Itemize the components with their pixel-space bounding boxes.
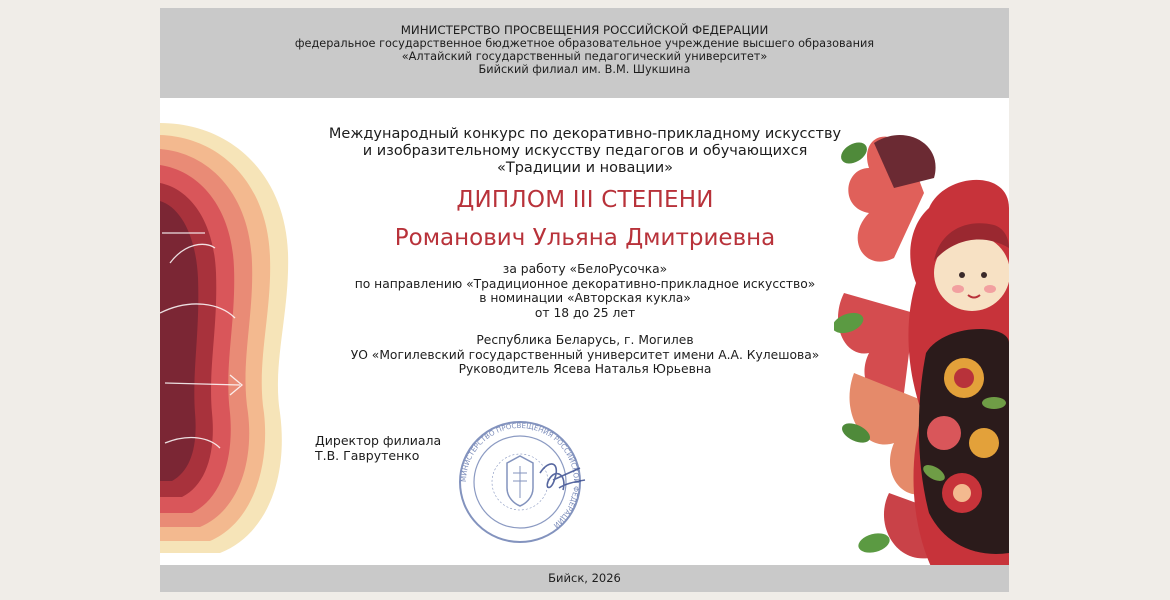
age-group: от 18 до 25 лет — [534, 305, 636, 320]
work-details — [290, 262, 880, 320]
director-name: Т.В. Гаврутенко — [315, 448, 420, 463]
contest-name: «Традиции и новации» — [497, 160, 673, 176]
supervisor: Руководитель Ясева Наталья Юрьевна — [458, 362, 712, 376]
organization-details — [290, 333, 880, 377]
diploma-title: ДИПЛОМ III СТЕПЕНИ — [456, 187, 714, 213]
branch-name: Бийский филиал им. В.М. Шукшина — [478, 63, 691, 76]
university: УО «Могилевский государственный университет имени А.А. Кулешова» — [350, 347, 820, 362]
official-stamp — [455, 418, 595, 548]
work-title: за работу «БелоРусочка» — [502, 262, 668, 276]
work-direction: по направлению «Традиционное декоративно-прикладное искусство» — [354, 276, 816, 291]
university-name: «Алтайский государственный педагогический университет» — [401, 50, 768, 63]
footer-band — [160, 565, 1009, 592]
ministry-title: МИНИСТЕРСТВО ПРОСВЕЩЕНИЯ РОССИЙСКОЙ ФЕДЕРАЦИИ — [400, 23, 769, 37]
stamp-text: МИНИСТЕРСТВО ПРОСВЕЩЕНИЯ РОССИЙСКОЙ ФЕДЕРАЦИИ — [459, 421, 581, 530]
contest-line-1: Международный конкурс по декоративно-прикладному искусству — [328, 126, 842, 142]
recipient-name: Романович Ульяна Дмитриевна — [394, 225, 776, 251]
location: Республика Беларусь, г. Могилев — [476, 333, 694, 347]
header-band — [160, 8, 1009, 98]
work-nomination: в номинации «Авторская кукла» — [479, 291, 691, 305]
director-role: Директор филиала — [315, 433, 442, 448]
contest-description — [290, 126, 880, 177]
city-year: Бийск, 2026 — [548, 571, 621, 585]
emblem-icon — [492, 454, 548, 510]
institution-type: федеральное государственное бюджетное образовательное учреждение высшего образования — [294, 37, 875, 50]
diploma-sheet — [160, 8, 1009, 592]
contest-line-2: и изобразительному искусству педагогов и обучающихся — [362, 143, 808, 159]
director-signature-block — [315, 433, 441, 463]
